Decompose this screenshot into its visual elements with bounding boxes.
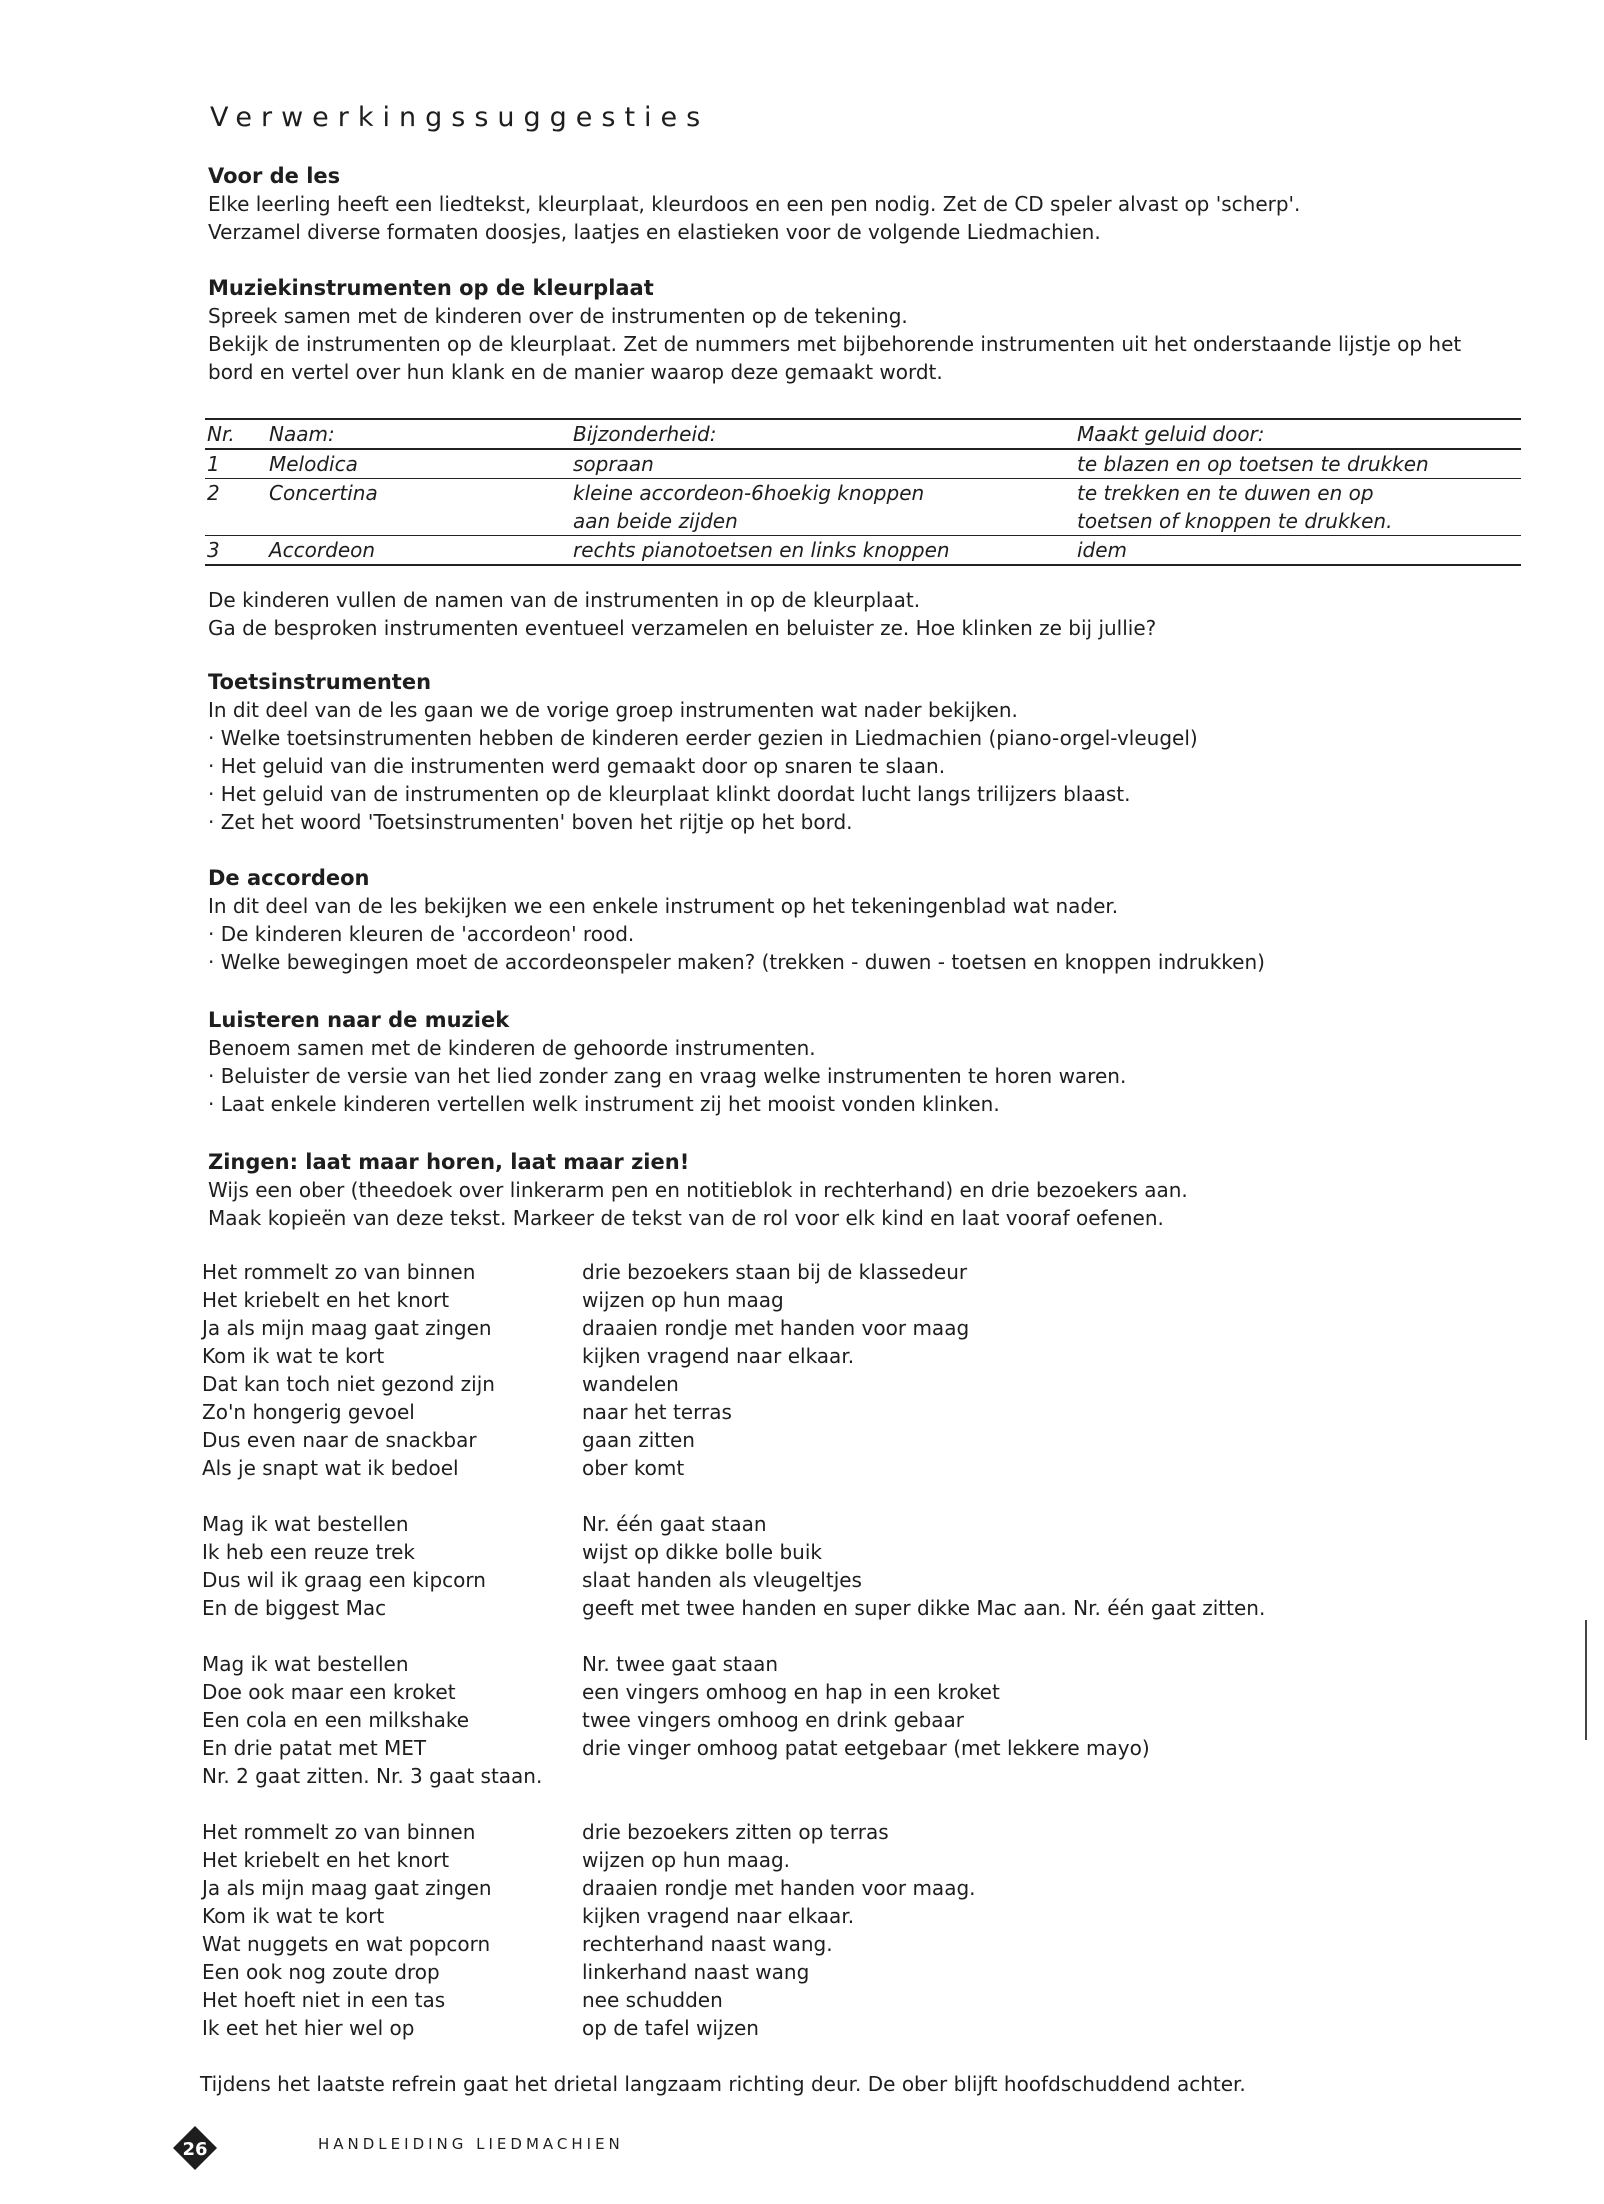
table-cell: idem	[1075, 536, 1521, 566]
action-text: een vingers omhoog en hap in een kroket	[582, 1680, 1000, 1704]
section-accordeon	[208, 864, 1528, 976]
lyric-text: Dus even naar de snackbar	[202, 1428, 477, 1452]
action-text: Nr. één gaat staan	[582, 1512, 767, 1536]
bullet-line: · Welke toetsinstrumenten hebben de kinderen eerder gezien in Liedmachien (piano-orgel-vleugel)	[208, 726, 1198, 750]
paragraph-line: Benoem samen met de kinderen de gehoorde instrumenten.	[208, 1036, 816, 1060]
margin-mark	[1585, 1620, 1587, 1740]
song-stanza	[202, 1258, 1502, 1482]
action-text: slaat handen als vleugeltjes	[582, 1568, 862, 1592]
lyric-text: Dat kan toch niet gezond zijn	[202, 1372, 495, 1396]
action-text: ober komt	[582, 1456, 685, 1480]
paragraph-line: bord en vertel over hun klank en de manier waarop deze gemaakt wordt.	[208, 360, 943, 384]
lyric-text: Mag ik wat bestellen	[202, 1512, 409, 1536]
lyric-line	[202, 1370, 1502, 1398]
lyric-line	[202, 2014, 1502, 2042]
lyric-text: Ja als mijn maag gaat zingen	[202, 1316, 492, 1340]
bullet-line: · Zet het woord 'Toetsinstrumenten' boven het rijtje op het bord.	[208, 810, 853, 834]
lyric-text: Het kriebelt en het knort	[202, 1848, 450, 1872]
lyric-text: Het kriebelt en het knort	[202, 1288, 450, 1312]
page-number-badge	[172, 2125, 218, 2171]
bullet-line: · Laat enkele kinderen vertellen welk instrument zij het mooist vonden klinken.	[208, 1092, 1000, 1116]
song-stanza	[202, 1510, 1502, 1622]
column-header: Naam:	[267, 419, 571, 449]
lyric-text: Ik heb een reuze trek	[202, 1540, 415, 1564]
action-text: op de tafel wijzen	[582, 2016, 759, 2040]
lyric-text: Ik eet het hier wel op	[202, 2016, 415, 2040]
table-cell: toetsen of knoppen te drukken.	[1075, 507, 1521, 536]
table-cell: Concertina	[269, 481, 378, 505]
paragraph-line: In dit deel van de les bekijken we een enkele instrument op het tekeningenblad wat nader.	[208, 894, 1119, 918]
paragraph-line: Wijs een ober (theedoek over linkerarm pen en notitieblok in rechterhand) en drie bezoekers aan.	[208, 1178, 1188, 1202]
paragraph-line: Spreek samen met de kinderen over de instrumenten op de tekening.	[208, 304, 908, 328]
table-header-row	[205, 419, 1521, 449]
section-heading: Toetsinstrumenten	[208, 670, 432, 694]
section-voor-de-les	[208, 162, 1528, 246]
paragraph-line: Verzamel diverse formaten doosjes, laatjes en elastieken voor de volgende Liedmachien.	[208, 220, 1101, 244]
lyric-line	[202, 1986, 1502, 2014]
closing-note: Tijdens het laatste refrein gaat het drietal langzaam richting deur. De ober blijft hoofdschuddend achter.	[200, 2072, 1246, 2096]
lyric-line	[202, 1706, 1502, 1734]
lyric-line	[202, 1818, 1502, 1846]
table-cell: Melodica	[267, 449, 571, 479]
instrument-table	[205, 418, 1521, 566]
lyric-text: Het rommelt zo van binnen	[202, 1260, 476, 1284]
action-text: gaan zitten	[582, 1428, 695, 1452]
lyric-line	[202, 1594, 1502, 1622]
song-lyrics	[202, 1258, 1502, 2070]
lyric-line	[202, 1286, 1502, 1314]
table-cell: 1	[205, 449, 267, 479]
bullet-line: · Het geluid van die instrumenten werd gemaakt door op snaren te slaan.	[208, 754, 946, 778]
table-cell: Accordeon	[267, 536, 571, 566]
bullet-line: · Het geluid van de instrumenten op de kleurplaat klinkt doordat lucht langs trilijzers blaast.	[208, 782, 1131, 806]
action-text: twee vingers omhoog en drink gebaar	[582, 1708, 965, 1732]
bullet-line: · Beluister de versie van het lied zonder zang en vraag welke instrumenten te horen waren.	[208, 1064, 1127, 1088]
lyric-text: Dus wil ik graag een kipcorn	[202, 1568, 486, 1592]
section-heading: Luisteren naar de muziek	[208, 1008, 510, 1032]
paragraph-line: Elke leerling heeft een liedtekst, kleurplaat, kleurdoos en een pen nodig. Zet de CD speler alvast op 'scherp'.	[208, 192, 1301, 216]
section-heading: Zingen: laat maar horen, laat maar zien!	[208, 1150, 690, 1174]
action-text: drie bezoekers zitten op terras	[582, 1820, 889, 1844]
lyric-text: Ja als mijn maag gaat zingen	[202, 1876, 492, 1900]
action-text: wijst op dikke bolle buik	[582, 1540, 822, 1564]
table-cell: 3	[205, 536, 267, 566]
action-text: drie vinger omhoog patat eetgebaar (met lekkere mayo)	[582, 1736, 1150, 1760]
section-after-table	[208, 586, 1528, 642]
lyric-line	[202, 1930, 1502, 1958]
column-header: Maakt geluid door:	[1075, 419, 1521, 449]
page-number: 26	[182, 2139, 208, 2160]
table-cell: rechts pianotoetsen en links knoppen	[571, 536, 1075, 566]
footer-label: HANDLEIDING LIEDMACHIEN	[318, 2135, 624, 2153]
lyric-text: En de biggest Mac	[202, 1596, 387, 1620]
lyric-line	[202, 1454, 1502, 1482]
table-cell: 2	[207, 481, 220, 505]
lyric-text: Het rommelt zo van binnen	[202, 1820, 476, 1844]
lyric-text: Doe ook maar een kroket	[202, 1680, 456, 1704]
lyric-line	[202, 1398, 1502, 1426]
lyric-text: Als je snapt wat ik bedoel	[202, 1456, 459, 1480]
action-text: nee schudden	[582, 1988, 723, 2012]
lyric-line	[202, 1846, 1502, 1874]
column-header: Nr.	[205, 419, 267, 449]
lyric-line	[202, 1538, 1502, 1566]
section-luisteren	[208, 1006, 1528, 1118]
action-text: kijken vragend naar elkaar.	[582, 1344, 855, 1368]
section-heading: Voor de les	[208, 164, 341, 188]
section-muziekinstrumenten	[208, 274, 1528, 386]
paragraph-line: Maak kopieën van deze tekst. Markeer de tekst van de rol voor elk kind en laat vooraf oefenen.	[208, 1206, 1164, 1230]
table-cell: kleine accordeon-6hoekig knoppen	[573, 481, 925, 505]
paragraph-line: In dit deel van de les gaan we de vorige groep instrumenten wat nader bekijken.	[208, 698, 1018, 722]
lyric-text: Een ook nog zoute drop	[202, 1960, 440, 1984]
lyric-line	[202, 1762, 1502, 1790]
lyric-line	[202, 1426, 1502, 1454]
table-row	[205, 507, 1521, 536]
action-text: naar het terras	[582, 1400, 732, 1424]
section-heading: De accordeon	[208, 866, 370, 890]
action-text: geeft met twee handen en super dikke Mac aan. Nr. één gaat zitten.	[582, 1596, 1266, 1620]
lyric-text: Kom ik wat te kort	[202, 1344, 385, 1368]
lyric-text: Kom ik wat te kort	[202, 1904, 385, 1928]
lyric-line	[202, 1314, 1502, 1342]
action-text: wijzen op hun maag.	[582, 1848, 791, 1872]
lyric-line	[202, 1902, 1502, 1930]
action-text: draaien rondje met handen voor maag.	[582, 1876, 976, 1900]
lyric-line	[202, 1258, 1502, 1286]
lyric-line	[202, 1678, 1502, 1706]
lyric-text: Mag ik wat bestellen	[202, 1652, 409, 1676]
lyric-text: Nr. 2 gaat zitten. Nr. 3 gaat staan.	[202, 1764, 543, 1788]
table-cell: sopraan	[571, 449, 1075, 479]
lyric-line	[202, 1958, 1502, 1986]
table-cell	[205, 507, 267, 536]
table-cell: te blazen en op toetsen te drukken	[1075, 449, 1521, 479]
lyric-line	[202, 1734, 1502, 1762]
lyric-text: Zo'n hongerig gevoel	[202, 1400, 415, 1424]
bullet-line: · De kinderen kleuren de 'accordeon' rood.	[208, 922, 635, 946]
column-header: Bijzonderheid:	[571, 419, 1075, 449]
lyric-line	[202, 1874, 1502, 1902]
action-text: wijzen op hun maag	[582, 1288, 784, 1312]
table-row	[205, 536, 1521, 566]
action-text: linkerhand naast wang	[582, 1960, 810, 1984]
table-row	[205, 449, 1521, 479]
lyric-line	[202, 1342, 1502, 1370]
action-text: draaien rondje met handen voor maag	[582, 1316, 970, 1340]
action-text: Nr. twee gaat staan	[582, 1652, 779, 1676]
section-toetsinstrumenten	[208, 668, 1528, 836]
lyric-text: Een cola en een milkshake	[202, 1708, 470, 1732]
lyric-line	[202, 1650, 1502, 1678]
page-title: Verwerkingssuggesties	[210, 102, 710, 133]
table-row	[205, 479, 1521, 508]
bullet-line: · Welke bewegingen moet de accordeonspeler maken? (trekken - duwen - toetsen en knoppen indrukken)	[208, 950, 1265, 974]
lyric-line	[202, 1510, 1502, 1538]
paragraph-line: Ga de besproken instrumenten eventueel verzamelen en beluister ze. Hoe klinken ze bij jullie?	[208, 616, 1157, 640]
paragraph-line: Bekijk de instrumenten op de kleurplaat. Zet de nummers met bijbehorende instrumenten uit het onderstaande lijstje op het	[208, 332, 1462, 356]
section-zingen	[208, 1148, 1528, 1232]
action-text: wandelen	[582, 1372, 679, 1396]
table-cell: aan beide zijden	[571, 507, 1075, 536]
action-text: rechterhand naast wang.	[582, 1932, 833, 1956]
song-stanza	[202, 1650, 1502, 1790]
action-text: kijken vragend naar elkaar.	[582, 1904, 855, 1928]
lyric-text: Wat nuggets en wat popcorn	[202, 1932, 491, 1956]
lyric-text: Het hoeft niet in een tas	[202, 1988, 446, 2012]
paragraph-line: De kinderen vullen de namen van de instrumenten in op de kleurplaat.	[208, 588, 921, 612]
table-cell: te trekken en te duwen en op	[1077, 481, 1374, 505]
action-text: drie bezoekers staan bij de klassedeur	[582, 1260, 968, 1284]
lyric-text: En drie patat met MET	[202, 1736, 427, 1760]
lyric-line	[202, 1566, 1502, 1594]
table-cell	[267, 507, 571, 536]
song-stanza	[202, 1818, 1502, 2042]
section-heading: Muziekinstrumenten op de kleurplaat	[208, 276, 654, 300]
